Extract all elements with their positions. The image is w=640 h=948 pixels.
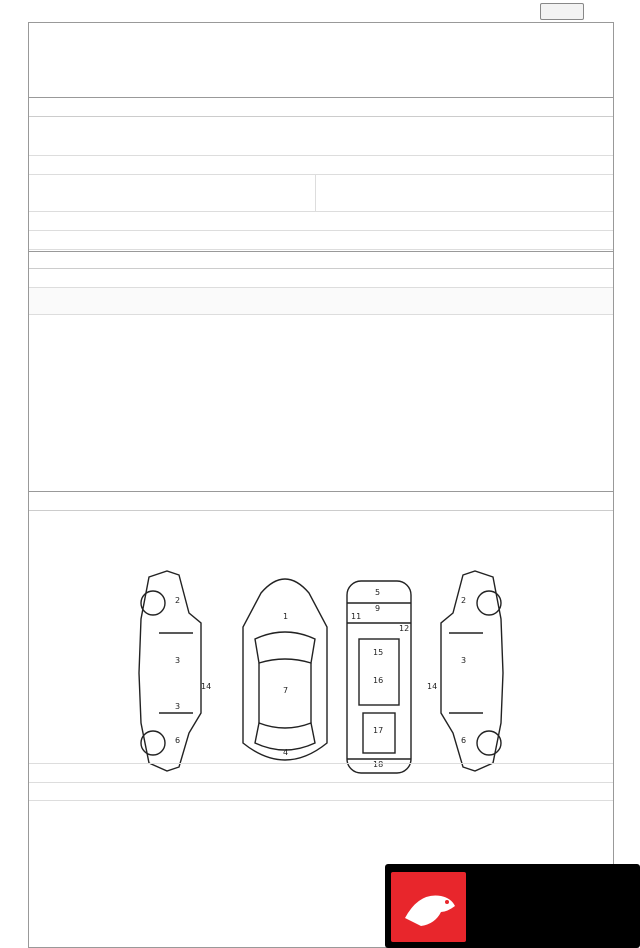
general-table-header: [29, 287, 613, 315]
label-14: 14: [201, 682, 212, 691]
label-5: 5: [375, 588, 381, 597]
label-15: 15: [373, 648, 384, 657]
label-16: 16: [373, 676, 384, 685]
basic-info-title: [29, 97, 613, 117]
label-3r: 3: [461, 656, 467, 665]
fish-logo-icon: [391, 872, 466, 942]
label-7: 7: [283, 686, 289, 695]
left-side-view: [139, 571, 201, 771]
row-fuel: [29, 212, 613, 231]
row-model: [29, 137, 613, 156]
label-4: 4: [283, 748, 289, 757]
car-damage-diagram: [29, 563, 613, 785]
label-17: 17: [373, 726, 384, 735]
general-title: [29, 251, 613, 269]
label-2r: 2: [461, 596, 467, 605]
inspection-record: [28, 22, 614, 948]
top-view: [243, 579, 327, 760]
label-12: 12: [399, 624, 410, 633]
row-accident-history: [29, 763, 613, 783]
col-price: [537, 288, 609, 314]
transmission-block: [315, 175, 613, 212]
print-button[interactable]: [540, 3, 584, 20]
label-3b: 3: [175, 702, 181, 711]
accident-title: [29, 491, 613, 511]
label-6: 6: [175, 736, 181, 745]
label-14r: 14: [427, 682, 438, 691]
document-header: [29, 23, 613, 95]
label-3: 3: [175, 656, 181, 665]
right-side-view: [441, 571, 503, 771]
label-11: 11: [351, 612, 362, 621]
label-18: 18: [373, 760, 384, 769]
label-2: 2: [175, 596, 181, 605]
label-1: 1: [283, 612, 289, 621]
row-engine: [29, 231, 613, 250]
label-9: 9: [375, 604, 381, 613]
row-exchange-header: [29, 783, 613, 801]
autofish-watermark: [385, 864, 640, 948]
top-bar: [0, 0, 640, 22]
row-year: [29, 156, 613, 175]
label-6r: 6: [461, 736, 467, 745]
